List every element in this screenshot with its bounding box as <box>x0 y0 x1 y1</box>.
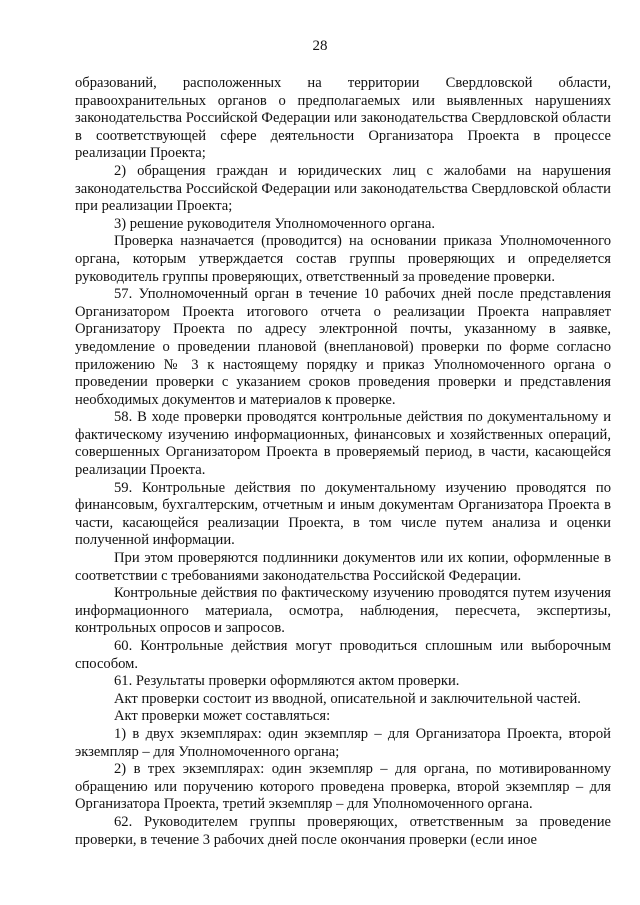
paragraph-59: 59. Контрольные действия по документальному изучению проводятся по финансовым, бухгалтерским, отчетным и иным документам Организатора Проекта в части, касающейся реализации Проекта, в том числе путем анализа и оценки полученной информации. <box>75 479 611 549</box>
paragraph-inspection-appointment: Проверка назначается (проводится) на основании приказа Уполномоченного органа, которым утверждается состав группы проверяющих и определяется руководитель группы проверяющих, ответственный за проведение проверки. <box>75 233 611 285</box>
paragraph-61: 61. Результаты проверки оформляются актом проверки. <box>114 673 460 690</box>
paragraph-57: 57. Уполномоченный орган в течение 10 рабочих дней после представления Организатором Проекта итогового отчета о реализации Проекта направляет Организатору Проекта по адресу электронной почты, указанному в заявке, уведомление о проведении плановой (внеплановой) проверки по форме согласно приложению № 3 к настоящему порядку и приказ Уполномоченного органа о проведении проверки с указанием сроков проведения проверки и представления необходимых документов и материалов к проверке. <box>75 286 611 408</box>
paragraph-act-copies: Акт проверки может составляться: <box>114 708 331 725</box>
paragraph-item-2: 2) обращения граждан и юридических лиц с жалобами на нарушения законодательства Российской Федерации или законодательства Свердловской области при реализации Проекта; <box>75 162 611 215</box>
paragraph-three-copies: 2) в трех экземплярах: один экземпляр – для органа, по мотивированному обращению или поручению которого проведена проверка, второй экземпляр – для Организатора Проекта, третий экземпляр – для Уполномоченного органа. <box>75 761 611 813</box>
paragraph-62: 62. Руководителем группы проверяющих, ответственным за проведение проверки, в течение 3 рабочих дней после окончания проверки (если иное <box>75 813 611 848</box>
paragraph-originals-check: При этом проверяются подлинники документов или их копии, оформленные в соответствии с требованиями законодательства Российской Федерации. <box>75 550 611 584</box>
paragraph-continuation: образований, расположенных на территории Свердловской области, правоохранительных органов о предполагаемых или выявленных нарушениях законодательства Российской Федерации или законодательства Свердловской области в соответствующей сфере деятельности Организатора Проекта в процессе реализации Проекта; <box>75 75 611 162</box>
paragraph-item-3: 3) решение руководителя Уполномоченного органа. <box>114 215 436 232</box>
paragraph-act-structure: Акт проверки состоит из вводной, описательной и заключительной частей. <box>114 690 581 707</box>
paragraph-60: 60. Контрольные действия могут проводиться сплошным или выборочным способом. <box>75 638 611 672</box>
paragraph-factual-control: Контрольные действия по фактическому изучению проводятся путем изучения информационного материала, осмотра, наблюдения, пересчета, экспертизы, контрольных опросов и запросов. <box>75 585 611 637</box>
document-body <box>75 75 611 849</box>
page-number: 28 <box>312 38 328 54</box>
paragraph-two-copies: 1) в двух экземплярах: один экземпляр – для Организатора Проекта, второй экземпляр – для Уполномоченного органа; <box>75 725 611 760</box>
paragraph-58: 58. В ходе проверки проводятся контрольные действия по документальному и фактическому изучению информационных, финансовых и хозяйственных операций, совершенных Организатором Проекта в проверяемый период, в части, касающейся реализации Проекта. <box>75 409 611 479</box>
